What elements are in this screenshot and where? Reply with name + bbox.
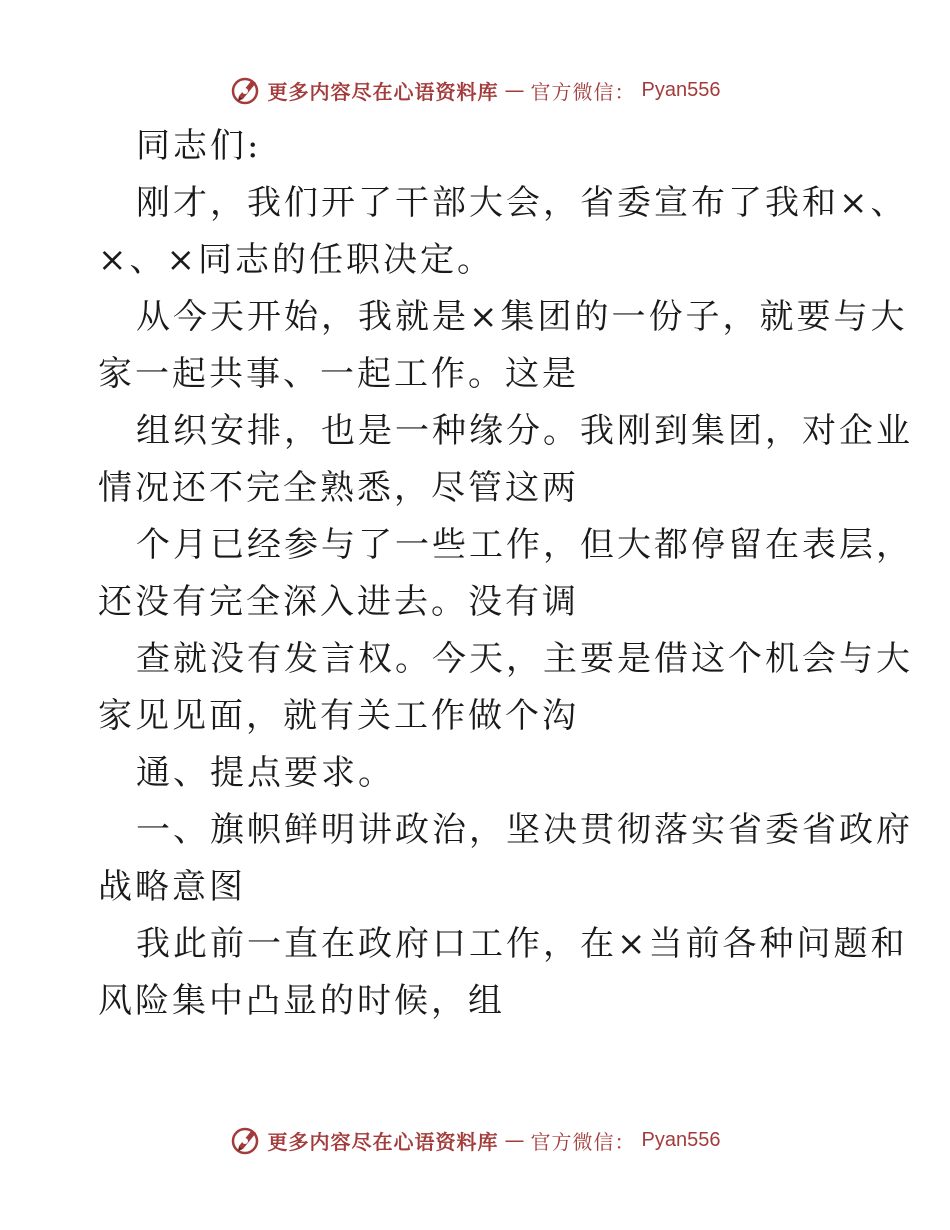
- text-line: 家一起共事、一起工作。这是: [98, 354, 579, 394]
- banner-wechat-id: Pyan556: [641, 78, 721, 101]
- banner-wechat-label: 官方微信：: [530, 79, 636, 104]
- text-line: ×、×同志的任职决定。: [98, 240, 494, 280]
- text-line: 查就没有发言权。今天，主要是借这个机会与大: [136, 639, 913, 679]
- text-line: 刚才，我们开了干部大会，省委宣布了我和×、: [136, 183, 908, 223]
- text-line: 风险集中凸显的时候，组: [98, 981, 505, 1021]
- text-line: 个月已经参与了一些工作，但大都停留在表层，: [136, 525, 913, 565]
- text-line: 同志们:: [136, 126, 262, 166]
- banner-brand-text: 更多内容尽在心语资料库: [267, 79, 499, 104]
- text-line: 家见见面，就有关工作做个沟: [98, 696, 579, 736]
- text-line: 还没有完全深入进去。没有调: [98, 582, 579, 622]
- banner-brand-text: 更多内容尽在心语资料库: [267, 1129, 499, 1154]
- header-banner: [0, 70, 950, 110]
- text-line: 情况还不完全熟悉，尽管这两: [98, 468, 579, 508]
- banner-wechat-label: 官方微信：: [530, 1129, 636, 1154]
- banner-separator: —: [504, 1128, 525, 1152]
- pen-logo-icon: [230, 74, 262, 106]
- banner-wechat-id: Pyan556: [641, 1128, 721, 1151]
- footer-banner: [0, 1120, 950, 1160]
- text-line: 通、提点要求。: [136, 753, 395, 793]
- text-line: 战略意图: [98, 867, 246, 907]
- banner-separator: —: [504, 78, 525, 102]
- text-line: 一、旗帜鲜明讲政治，坚决贯彻落实省委省政府: [136, 810, 913, 850]
- text-line: 我此前一直在政府口工作，在×当前各种问题和: [136, 924, 908, 964]
- pen-logo-icon: [230, 1124, 262, 1156]
- text-line: 从今天开始，我就是×集团的一份子，就要与大: [136, 297, 908, 337]
- text-line: 组织安排，也是一种缘分。我刚到集团，对企业: [136, 411, 913, 451]
- document-body: [98, 118, 913, 1030]
